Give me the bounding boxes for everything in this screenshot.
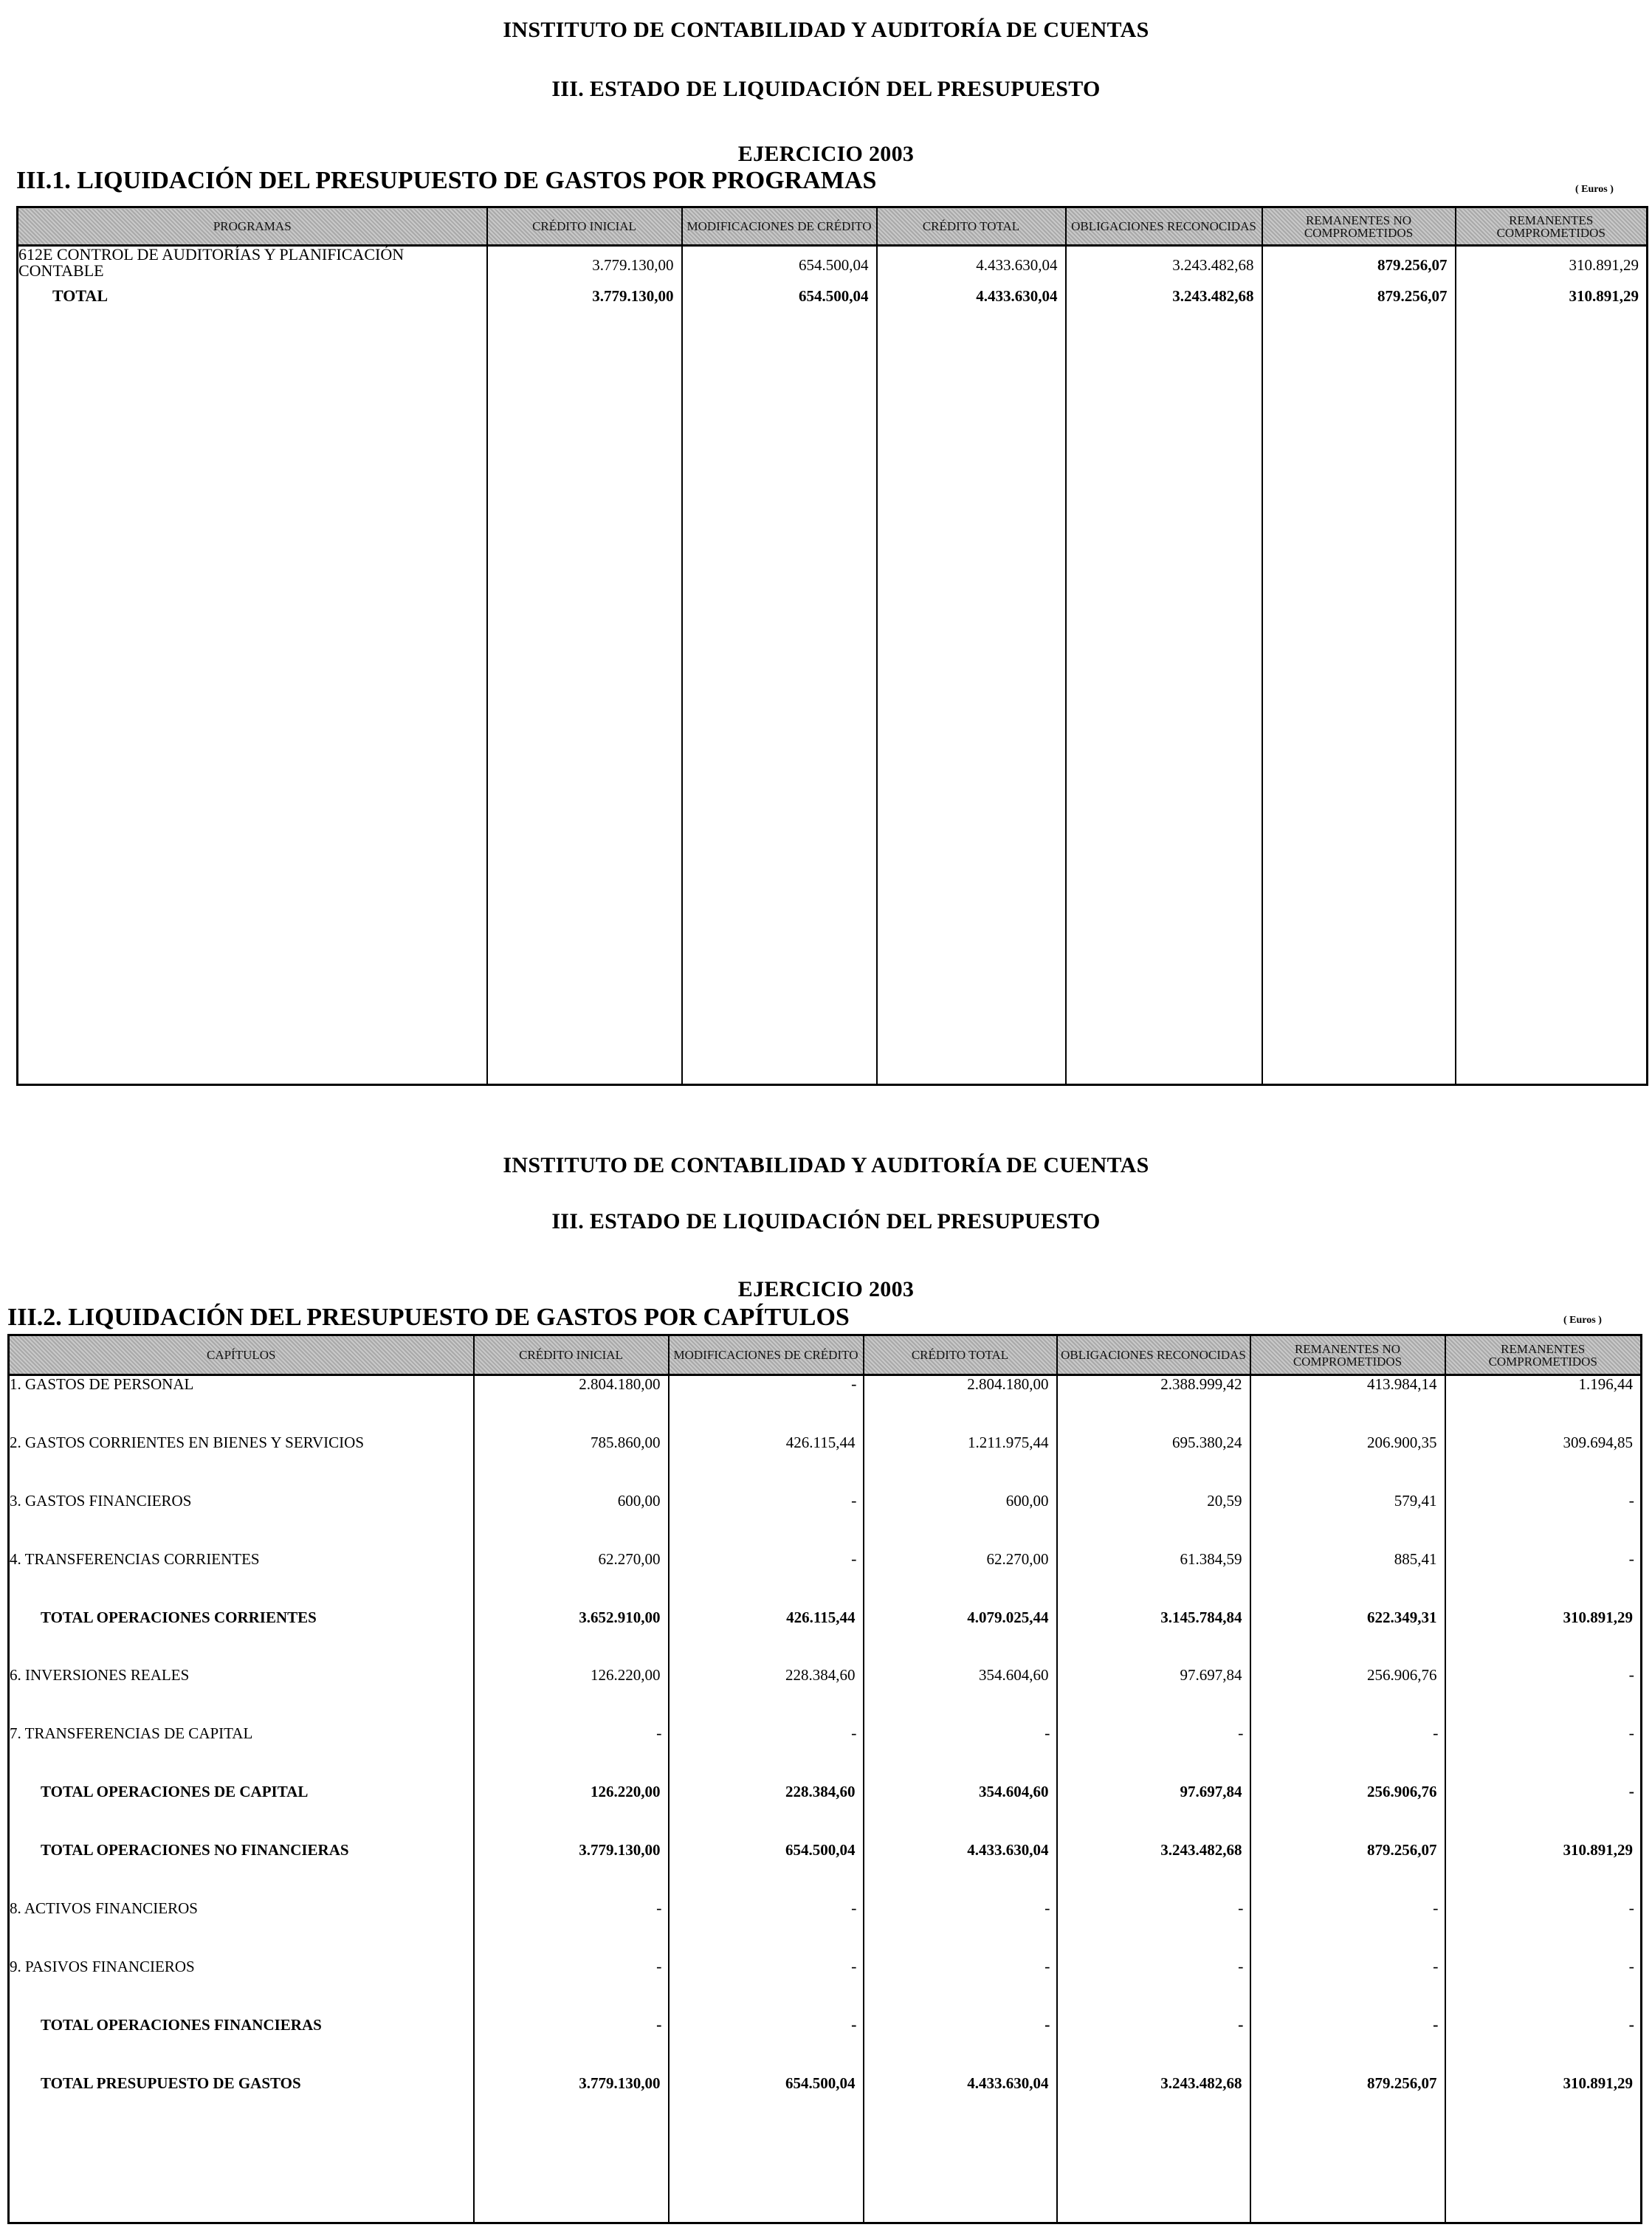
col-header-credito-total: CRÉDITO TOTAL	[864, 1335, 1057, 1375]
cell-remanentes-no: 579,41	[1250, 1493, 1445, 1551]
table-row-total	[9, 1842, 1642, 1900]
cell-credito-total: 354.604,60	[864, 1667, 1057, 1725]
cell-remanentes: 310.891,29	[1445, 1609, 1642, 1668]
units-label-2: ( Euros )	[1563, 1315, 1602, 1326]
cell-obligaciones: -	[1057, 1900, 1250, 1958]
cell-modificaciones: 228.384,60	[669, 1783, 864, 1842]
programas-table	[16, 206, 1648, 1086]
row-label: TOTAL OPERACIONES CORRIENTES	[9, 1609, 474, 1668]
cell-credito-total: 1.211.975,44	[864, 1434, 1057, 1493]
cell-obligaciones: -	[1057, 1958, 1250, 2017]
cell-remanentes-no: 413.984,14	[1250, 1375, 1445, 1434]
cell-obligaciones: 695.380,24	[1057, 1434, 1250, 1493]
row-label: 8. ACTIVOS FINANCIEROS	[9, 1900, 474, 1958]
row-label: 6. INVERSIONES REALES	[9, 1667, 474, 1725]
capitulos-table	[7, 1334, 1642, 2224]
cell-modificaciones: 654.500,04	[682, 246, 877, 289]
cell-modificaciones: -	[669, 2017, 864, 2075]
cell-credito-total: -	[864, 1725, 1057, 1783]
cell-remanentes-no: 622.349,31	[1250, 1609, 1445, 1668]
cell-obligaciones: -	[1057, 2017, 1250, 2075]
cell-credito-inicial: -	[474, 1725, 669, 1783]
cell-remanentes: -	[1445, 2017, 1642, 2075]
cell-remanentes: 1.196,44	[1445, 1375, 1642, 1434]
table-row	[9, 1667, 1642, 1725]
cell-obligaciones: 61.384,59	[1057, 1551, 1250, 1609]
table-row	[9, 1551, 1642, 1609]
cell-modificaciones: 654.500,04	[669, 1842, 864, 1900]
cell-credito-total: 4.433.630,04	[864, 1842, 1057, 1900]
cell-remanentes: 310.891,29	[1445, 1842, 1642, 1900]
cell-obligaciones: 2.388.999,42	[1057, 1375, 1250, 1434]
col-header-remanentes: REMANENTES COMPROMETIDOS	[1456, 207, 1648, 246]
cell-remanentes-no: 256.906,76	[1250, 1783, 1445, 1842]
row-label: 3. GASTOS FINANCIEROS	[9, 1493, 474, 1551]
cell-credito-inicial: 126.220,00	[474, 1667, 669, 1725]
cell-obligaciones: 3.243.482,68	[1066, 288, 1262, 309]
cell-modificaciones: -	[669, 1958, 864, 2017]
cell-remanentes-no: 206.900,35	[1250, 1434, 1445, 1493]
cell-credito-total: 4.433.630,04	[877, 246, 1066, 289]
cell-credito-total: 2.804.180,00	[864, 1375, 1057, 1434]
cell-credito-total: 4.433.630,04	[864, 2075, 1057, 2133]
cell-obligaciones: 97.697,84	[1057, 1783, 1250, 1842]
col-header-modificaciones: MODIFICACIONES DE CRÉDITO	[669, 1335, 864, 1375]
cell-credito-total: 4.079.025,44	[864, 1609, 1057, 1668]
table-row	[18, 246, 1648, 289]
table-row	[9, 1375, 1642, 1434]
cell-remanentes-no: 256.906,76	[1250, 1667, 1445, 1725]
cell-credito-inicial: 3.779.130,00	[474, 2075, 669, 2133]
cell-remanentes: 310.891,29	[1456, 288, 1648, 309]
cell-remanentes-no: 885,41	[1250, 1551, 1445, 1609]
cell-credito-inicial: 126.220,00	[474, 1783, 669, 1842]
cell-remanentes-no: -	[1250, 2017, 1445, 2075]
col-header-programas: PROGRAMAS	[18, 207, 487, 246]
cell-remanentes-no: -	[1250, 1958, 1445, 2017]
cell-credito-total: 600,00	[864, 1493, 1057, 1551]
table-row-total	[9, 2075, 1642, 2133]
cell-obligaciones: 3.145.784,84	[1057, 1609, 1250, 1668]
cell-remanentes: -	[1445, 1725, 1642, 1783]
col-header-credito-total: CRÉDITO TOTAL	[877, 207, 1066, 246]
row-label: 4. TRANSFERENCIAS CORRIENTES	[9, 1551, 474, 1609]
cell-remanentes: -	[1445, 1783, 1642, 1842]
col-header-remanentes-no: REMANENTES NO COMPROMETIDOS	[1262, 207, 1456, 246]
exercise-title-1: EJERCICIO 2003	[737, 142, 915, 166]
table-row-total	[9, 2017, 1642, 2075]
table-row	[9, 1900, 1642, 1958]
cell-obligaciones: 97.697,84	[1057, 1667, 1250, 1725]
statement-title-1: III. ESTADO DE LIQUIDACIÓN DEL PRESUPUESTO	[551, 77, 1101, 101]
col-header-credito-inicial: CRÉDITO INICIAL	[487, 207, 682, 246]
col-header-remanentes-no: REMANENTES NO COMPROMETIDOS	[1250, 1335, 1445, 1375]
cell-remanentes: 310.891,29	[1445, 2075, 1642, 2133]
col-header-obligaciones: OBLIGACIONES RECONOCIDAS	[1066, 207, 1262, 246]
cell-modificaciones: -	[669, 1493, 864, 1551]
cell-remanentes-no: 879.256,07	[1250, 2075, 1445, 2133]
cell-remanentes-no: 879.256,07	[1250, 1842, 1445, 1900]
cell-remanentes: -	[1445, 1667, 1642, 1725]
table-row-total	[9, 1783, 1642, 1842]
table-row-total	[9, 1609, 1642, 1668]
cell-modificaciones: -	[669, 1375, 864, 1434]
cell-modificaciones: 426.115,44	[669, 1609, 864, 1668]
cell-obligaciones: -	[1057, 1725, 1250, 1783]
cell-credito-total: -	[864, 1958, 1057, 2017]
cell-remanentes-no: 879.256,07	[1262, 288, 1456, 309]
cell-modificaciones: 228.384,60	[669, 1667, 864, 1725]
institution-title-2: INSTITUTO DE CONTABILIDAD Y AUDITORÍA DE CUENTAS	[503, 1153, 1149, 1177]
cell-credito-inicial: 2.804.180,00	[474, 1375, 669, 1434]
row-label: 2. GASTOS CORRIENTES EN BIENES Y SERVICIOS	[9, 1434, 474, 1493]
cell-remanentes: 309.694,85	[1445, 1434, 1642, 1493]
cell-obligaciones: 3.243.482,68	[1066, 246, 1262, 289]
row-label: TOTAL	[18, 288, 487, 309]
col-header-obligaciones: OBLIGACIONES RECONOCIDAS	[1057, 1335, 1250, 1375]
cell-credito-total: -	[864, 1900, 1057, 1958]
cell-remanentes-no: -	[1250, 1725, 1445, 1783]
cell-remanentes: -	[1445, 1900, 1642, 1958]
cell-obligaciones: 3.243.482,68	[1057, 1842, 1250, 1900]
cell-modificaciones: 426.115,44	[669, 1434, 864, 1493]
cell-credito-inicial: -	[474, 2017, 669, 2075]
row-label: TOTAL OPERACIONES DE CAPITAL	[9, 1783, 474, 1842]
row-label: 612E CONTROL DE AUDITORÍAS Y PLANIFICACIÓN CONTABLE	[18, 246, 487, 289]
table-row	[9, 1434, 1642, 1493]
row-label: TOTAL OPERACIONES FINANCIERAS	[9, 2017, 474, 2075]
row-label: 9. PASIVOS FINANCIEROS	[9, 1958, 474, 2017]
cell-remanentes: 310.891,29	[1456, 246, 1648, 289]
cell-remanentes: -	[1445, 1493, 1642, 1551]
cell-obligaciones: 3.243.482,68	[1057, 2075, 1250, 2133]
cell-credito-inicial: -	[474, 1900, 669, 1958]
cell-credito-inicial: 3.779.130,00	[487, 288, 682, 309]
cell-credito-inicial: 600,00	[474, 1493, 669, 1551]
cell-credito-inicial: 62.270,00	[474, 1551, 669, 1609]
cell-modificaciones: -	[669, 1725, 864, 1783]
cell-modificaciones: -	[669, 1551, 864, 1609]
cell-modificaciones: 654.500,04	[669, 2075, 864, 2133]
cell-modificaciones: 654.500,04	[682, 288, 877, 309]
units-label-1: ( Euros )	[1575, 184, 1614, 195]
col-header-capitulos: CAPÍTULOS	[9, 1335, 474, 1375]
row-label: TOTAL PRESUPUESTO DE GASTOS	[9, 2075, 474, 2133]
cell-credito-inicial: 3.652.910,00	[474, 1609, 669, 1668]
table-row	[9, 1493, 1642, 1551]
section-title-capitulos: III.2. LIQUIDACIÓN DEL PRESUPUESTO DE GASTOS POR CAPÍTULOS	[7, 1304, 850, 1331]
col-header-credito-inicial: CRÉDITO INICIAL	[474, 1335, 669, 1375]
table-row	[9, 1958, 1642, 2017]
cell-modificaciones: -	[669, 1900, 864, 1958]
cell-credito-total: 354.604,60	[864, 1783, 1057, 1842]
cell-credito-inicial: 3.779.130,00	[474, 1842, 669, 1900]
col-header-remanentes: REMANENTES COMPROMETIDOS	[1445, 1335, 1642, 1375]
cell-remanentes: -	[1445, 1958, 1642, 2017]
row-label: TOTAL OPERACIONES NO FINANCIERAS	[9, 1842, 474, 1900]
cell-credito-inicial: -	[474, 1958, 669, 2017]
cell-remanentes-no: 879.256,07	[1262, 246, 1456, 289]
cell-credito-inicial: 785.860,00	[474, 1434, 669, 1493]
table-row	[9, 1725, 1642, 1783]
cell-remanentes: -	[1445, 1551, 1642, 1609]
cell-remanentes-no: -	[1250, 1900, 1445, 1958]
cell-credito-total: -	[864, 2017, 1057, 2075]
cell-obligaciones: 20,59	[1057, 1493, 1250, 1551]
cell-credito-total: 62.270,00	[864, 1551, 1057, 1609]
row-label: 1. GASTOS DE PERSONAL	[9, 1375, 474, 1434]
cell-credito-total: 4.433.630,04	[877, 288, 1066, 309]
table-row-total	[18, 288, 1648, 309]
statement-title-2: III. ESTADO DE LIQUIDACIÓN DEL PRESUPUESTO	[551, 1209, 1101, 1234]
exercise-title-2: EJERCICIO 2003	[737, 1277, 915, 1301]
institution-title-1: INSTITUTO DE CONTABILIDAD Y AUDITORÍA DE CUENTAS	[503, 18, 1149, 42]
cell-credito-inicial: 3.779.130,00	[487, 246, 682, 289]
col-header-modificaciones: MODIFICACIONES DE CRÉDITO	[682, 207, 877, 246]
section-title-programas: III.1. LIQUIDACIÓN DEL PRESUPUESTO DE GASTOS POR PROGRAMAS	[16, 167, 877, 194]
row-label: 7. TRANSFERENCIAS DE CAPITAL	[9, 1725, 474, 1783]
